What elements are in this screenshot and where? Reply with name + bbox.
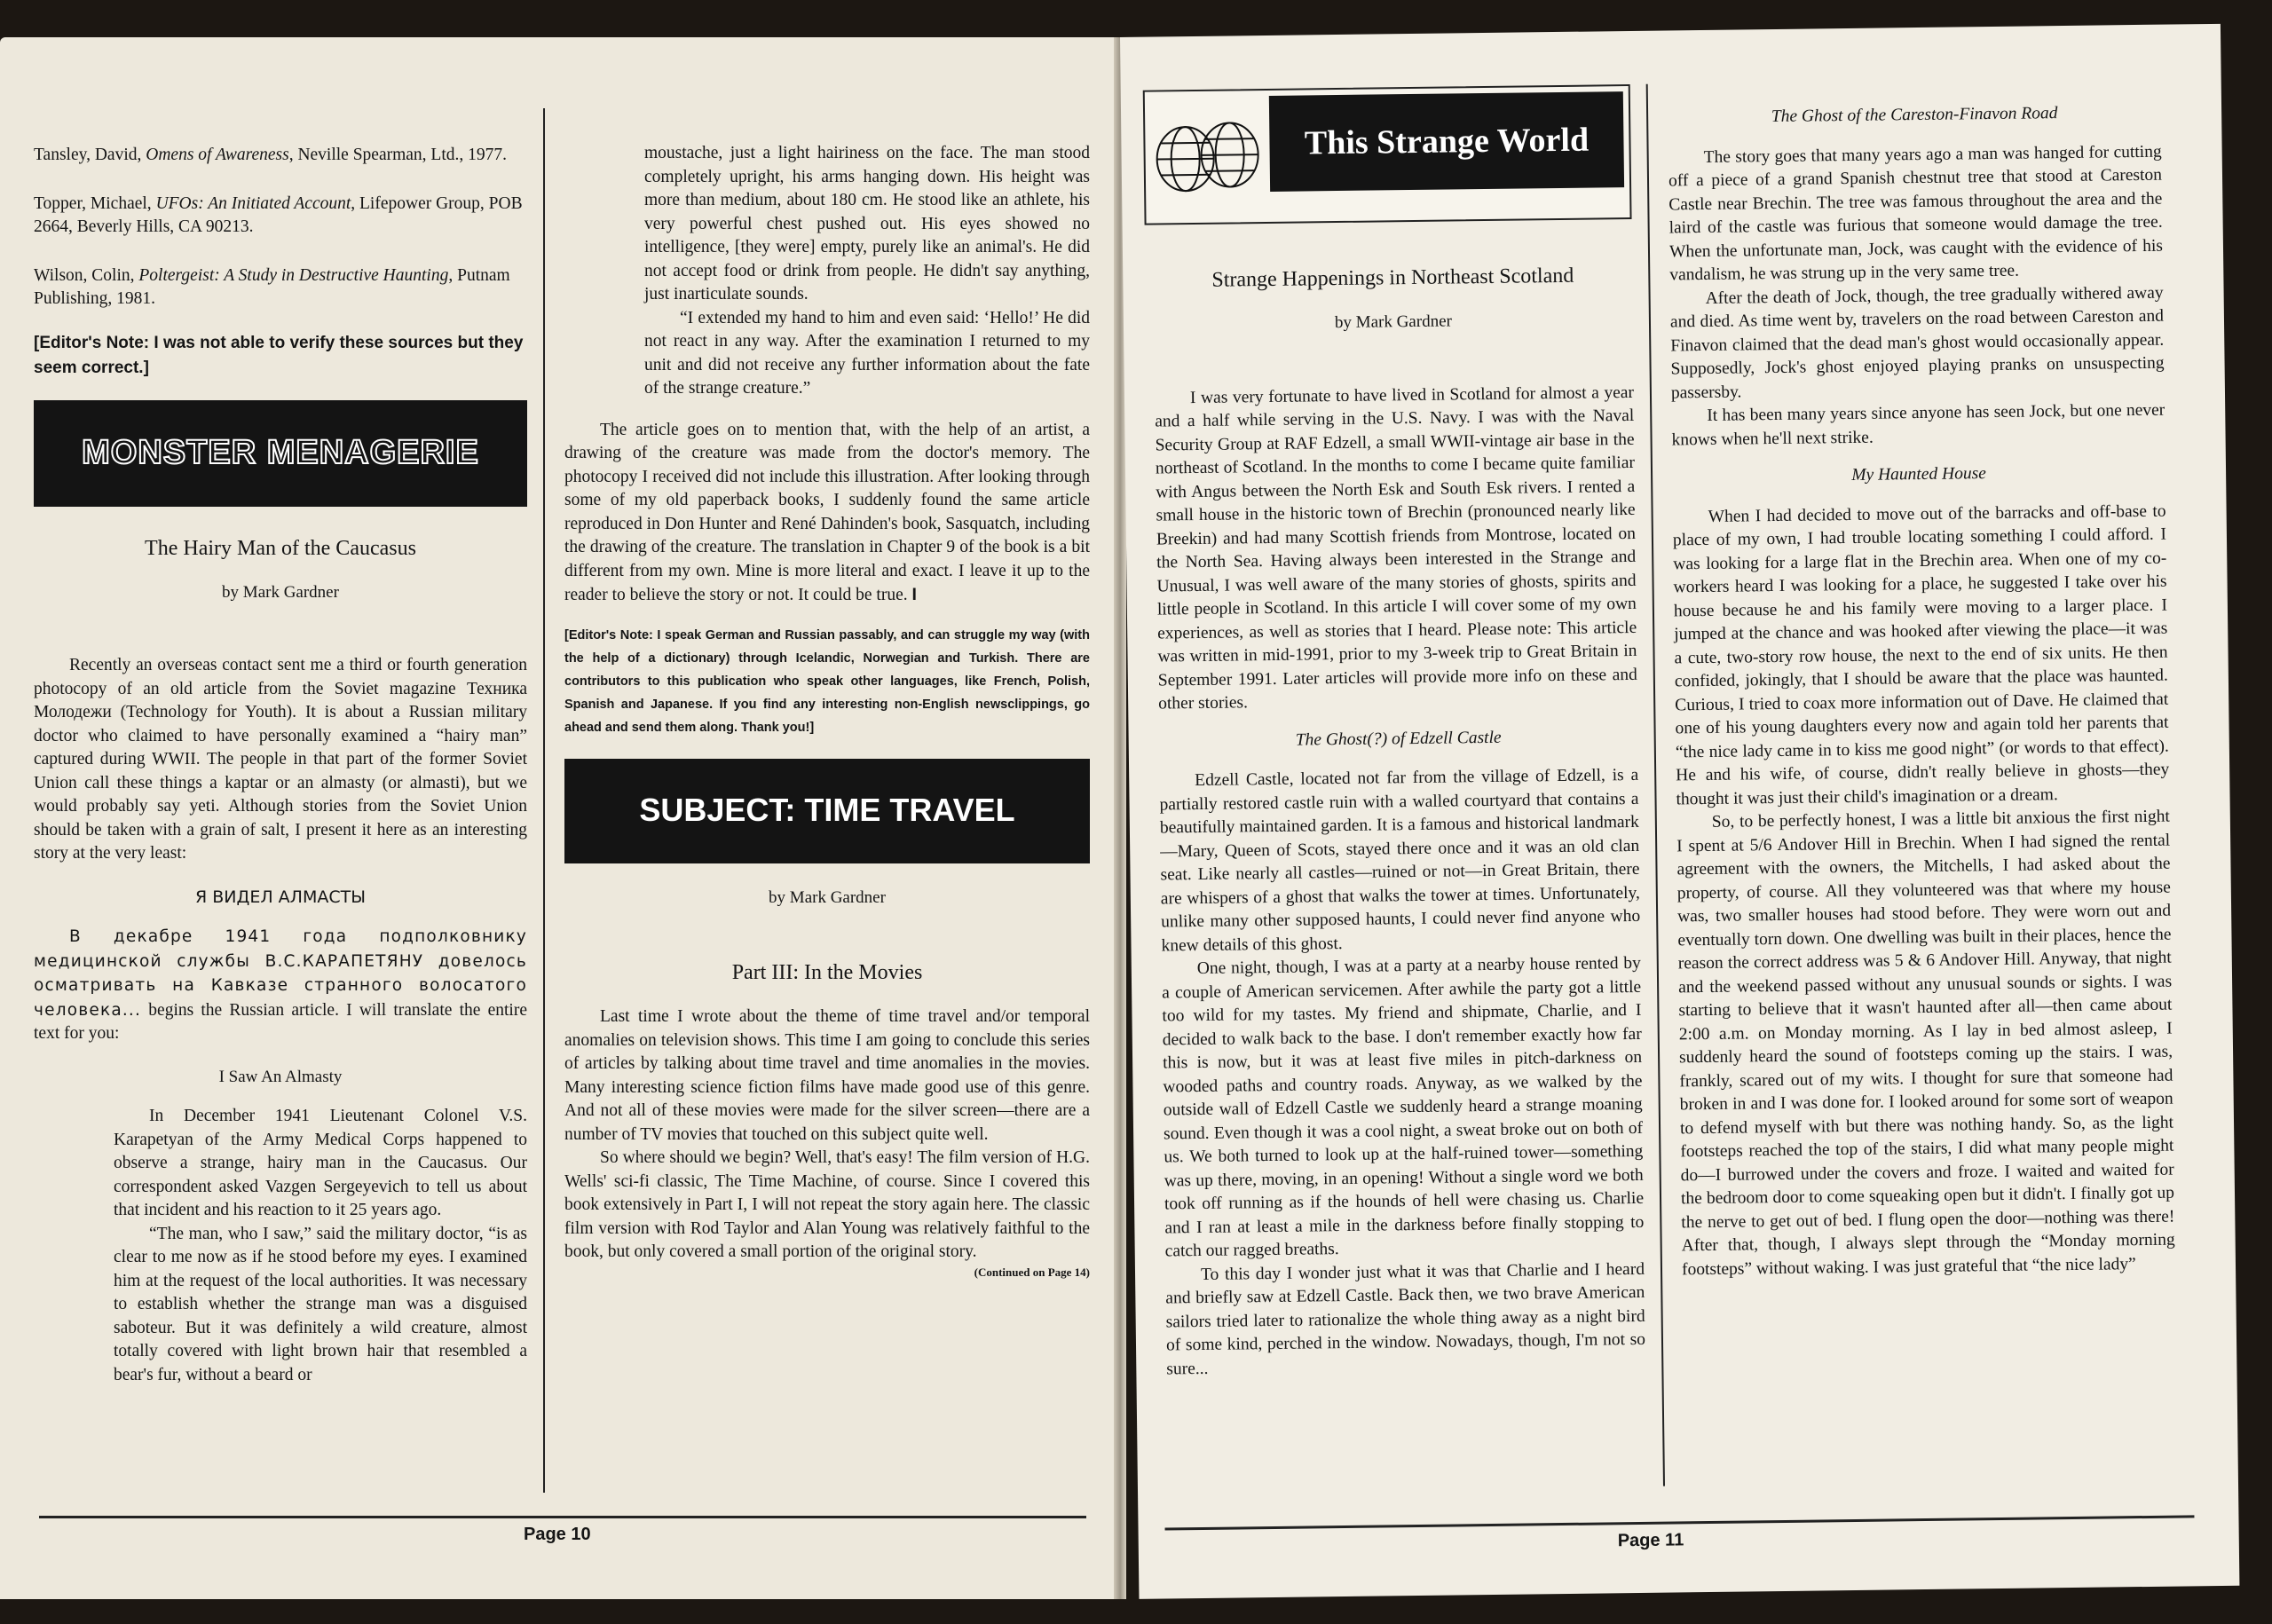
column-divider-right xyxy=(1646,84,1665,1486)
time-travel-paragraph-1: Last time I wrote about the theme of time travel and/or temporal anomalies on television shows. This time I am going to conclude this series of articles by talking about time travel and time anomalies in the movies. Many interesting science fiction films have made good use of this genre. And not all of these movies were made for the silver screen—there are a number of TV movies that touched on this subject quite well. xyxy=(564,1007,1090,1144)
translated-quote xyxy=(34,1105,527,1387)
careston-paragraph-1: The story goes that many years ago a man was hanged for cutting off a piece of a grand Spanish chestnut tree that stood at Careston Castle near Brechin. The tree was famous throughout the area and the laird of the castle was furious that someone would damage the tree. When the unfortunate man, Jock, was caught with the evidence of his vandalism, he was strung up in the very same tree. xyxy=(1668,142,2164,285)
editor-note-languages: [Editor's Note: I speak German and Russian passably, and can struggle my way (with the help of a dictionary) through Icelandic, Norwegian and Turkish. There are contributors to this publication who speak other languages, like French, Polish, Spanish and Japanese. If you find any interesting non-English newsclippings, go ahead and send them along. Thank you!] xyxy=(564,627,1090,735)
scotland-paragraph-1: I was very fortunate to have lived in Scotland for almost a year and a half while serving in the U.S. Navy. I was with the Naval Security Group at RAF Edzell, a small WWII-vintage air base in the northeast of Scotland. In the months to come I became quite familiar with Angus between the North Esk and South Esk rivers. I rented a small house in the historic town of Brechin (pronounced nearly like Breekin) and had many Scottish friends from Montrose, located on the North Sea. Having always been interested in the Strange and Unusual, I was well aware of the many stories of ghosts, spirits and little people in Scotland. In this article I will cover some of my own experiences, as well as stories that I heard. Please note: This article was written in mid-1991, prior to my 3-week trip to Great Britain in September 1991. Later articles will provide more info on these and other stories. xyxy=(1155,382,1637,713)
quote-paragraph-1: In December 1941 Lieutenant Colonel V.S. Karapetyan of the Army Medical Corps happened to observe a strange, hairy man in the Caucasus. Our correspondent asked Vazgen Sergeyevich to tell us about that incident and his reaction to it 25 years ago. xyxy=(114,1107,527,1219)
edzell-heading: The Ghost(?) of Edzell Castle xyxy=(1295,728,1502,750)
right-column-1 xyxy=(1153,233,1646,1382)
part-heading: Part III: In the Movies xyxy=(731,961,923,984)
editor-note-sources: [Editor's Note: I was not able to verify these sources but they seem correct.] xyxy=(34,333,524,377)
intro-paragraph: Recently an overseas contact sent me a third or fourth generation photocopy of an old article from the Soviet magazine Техника Молодежи (Technology for Youth). It is about a Russian military doctor who claimed to have personally examined a “hairy man” captured during WWII. The people in that part of the former Soviet Union call these things a kaptar or an almasty (or almasti), but we would probably say yeti. Although stories from the Soviet Union should be taken with a grain of salt, I present it here as an interesting story at the very least: xyxy=(34,656,527,863)
footer-rule-left xyxy=(39,1516,1086,1518)
page-11 xyxy=(1120,24,2239,1599)
page-number-10: Page 10 xyxy=(524,1525,591,1544)
right-column-2 xyxy=(1668,87,2175,1282)
time-travel-banner: SUBJECT: TIME TRAVEL xyxy=(564,759,1090,863)
quote-paragraph-3: “I extended my hand to him and even said: ‘Hello!’ He did not react in any way. After the examination I returned to my unit and did not receive any further information about the fate of the strange creature.” xyxy=(644,308,1090,398)
continued-note: (Continued on Page 14) xyxy=(974,1265,1090,1279)
end-mark: I xyxy=(911,585,917,604)
quote-paragraph-2: “The man, who I saw,” said the military doctor, “is as clear to me now as if he stood before my eyes. I examined him at the request of the local authorities. It was necessary to establish whether the strange man was a disguised saboteur. But it was definitely a wild creature, almost totally covered with light brown hair that resembled a bear's fur, without a beard or xyxy=(114,1224,527,1384)
globe-logo-icon xyxy=(1145,91,1271,224)
edzell-paragraph-1: Edzell Castle, located not far from the village of Edzell, is a partially restored castle ruin with a walled courtyard that contains a beautifully maintained garden. It is a famous and historical landmark—Mary, Queen of Scots, stayed there once and it was an old clan seat. Like nearly all castles—ruined or not—in Great Britain, there are whispers of a ghost that walks the tower at times. Unfortunately, unlike many other supposed haunts, I could never find anyone who knew details of this ghost. xyxy=(1159,765,1641,956)
column-divider-left xyxy=(543,108,545,1493)
quote-continuation xyxy=(564,142,1090,401)
article-title-scotland: Strange Happenings in Northeast Scotland xyxy=(1211,264,1574,292)
careston-paragraph-2: After the death of Jock, though, the tree gradually withered away and died. As time went by, travelers on the road between Careston and Finavon claimed that the dead man's ghost would occasionally appear. Supposedly, Jock's ghost enjoyed playing pranks on unsuspecting passersby. xyxy=(1669,283,2165,402)
reference-wilson: Wilson, Colin, Poltergeist: A Study in Destructive Haunting, Putnam Publishing, 1981. xyxy=(34,265,510,308)
edzell-paragraph-3: To this day I wonder just what it was that Charlie and I heard and briefly saw at Edzell Castle. Back then, we two brave American sailors tried later to rationalize the whole thing away as a night bird of some kind, perched in the window. Nowadays, though, I'm not so sure... xyxy=(1165,1259,1646,1378)
quote-continued: moustache, just a light hairiness on the face. The man stood completely upright, his arms hanging down. His height was more than medium, about 180 cm. He stood like an athlete, his very powerful chest pushed out. His eyes showed no intelligence, [they were] empty, purely like an animal's. He did not accept food or drink from people. He didn't say anything, just inarticulate sounds. xyxy=(644,144,1090,304)
byline-hairy-man: by Mark Gardner xyxy=(222,582,339,602)
article-title-hairy-man: The Hairy Man of the Caucasus xyxy=(145,536,416,560)
left-column-2 xyxy=(564,142,1090,1284)
quote-heading: I Saw An Almasty xyxy=(218,1067,343,1086)
haunted-house-paragraph-2: So, to be perfectly honest, I was a little bit anxious the first night I spent at 5/6 Andover Hill in Brechin. When I had signed the rental agreement with the owners, the Mitchells, I had asked about the property, of course. All they volunteered was that where my house was, two smaller houses had stood before. They were worn out and eventually torn down. One dwelling was built in their places, hence the reason the correct address was 5 & 6 Andover Hill. Anyway, that night and the weekend passed without any unusual sounds or sights. I was starting to believe that it wasn't haunted after all—then came about 2:00 a.m. on Monday morning. As I lay in bed almost asleep, I suddenly heard the sound of footsteps coming up the stairs. I was, frankly, scared out of my wits. I thought for sure that someone had broken in and I was done for. I looked around for some sort of weapon to defend myself with but there was nothing handy. So, as the light footsteps reached the top of the stairs, I did what many people might do—I burrowed under the covers and froze. I waited and waited for the bedroom door to come squeaking open but it didn't. I finally got up the nerve to get out of bed. I flung open the door—nothing was there! After that, though, I always slept through the “Monday morning footsteps” without waking. I was just grateful that “the nice lady” xyxy=(1676,807,2175,1279)
reference-tansley: Tansley, David, Omens of Awareness, Neville Spearman, Ltd., 1977. xyxy=(34,146,508,164)
left-column-1 xyxy=(34,144,527,1387)
russian-heading: Я ВИДЕЛ АЛМАСТЫ xyxy=(195,887,366,907)
monster-menagerie-banner: MONSTER MENAGERIE xyxy=(34,400,527,507)
this-strange-world-banner xyxy=(1143,84,1632,225)
page-10 xyxy=(0,37,1120,1599)
page-number-11: Page 11 xyxy=(1617,1530,1684,1551)
byline-scotland: by Mark Gardner xyxy=(1334,311,1453,333)
byline-time-travel: by Mark Gardner xyxy=(769,887,886,907)
haunted-house-heading: My Haunted House xyxy=(1851,464,1987,485)
time-travel-paragraph-2: So where should we begin? Well, that's easy! The film version of H.G. Wells' sci-fi classic, The Time Machine, of course. Since I covered this book extensively in Part I, I will not repeat the story again here. The classic film version with Rod Taylor and Alan Young was relatively faithful to the book, but only covered a small portion of the original story. xyxy=(564,1148,1090,1261)
footer-rule-right xyxy=(1165,1515,2195,1530)
strange-world-title: This Strange World xyxy=(1269,91,1624,192)
haunted-house-paragraph-1: When I had decided to move out of the barracks and off-base to place of my own, I had trouble locating something I could afford. I was looking for a large flat in the Brechin area. When one of my co-workers heard I was looking for a place, he suggested I take over his house because he and his family were moving to a larger place. I jumped at the chance and was hooked after viewing the place—it was a cute, two-story row house, the next to the end of six units. He then confided, jokingly, that I should be aware that the place was haunted. Curious, I tried to coax more information out of Dave. He claimed that one of his young daughters every now and again told her parents that “the nice lady came in to kiss me good night” (or words to that effect). He and his wife, of course, didn't really believe in ghosts—they thought it was just their child's imagination or a dream. xyxy=(1672,501,2170,808)
russian-excerpt: В декабре 1941 года подполковнику медицинской службы В.С.КАРАПЕТЯНУ довелось осматривать на Кавказе странного волосатого человека... begins the Russian article. I will translate the entire text for you: xyxy=(34,927,527,1043)
reference-topper: Topper, Michael, UFOs: An Initiated Account, Lifepower Group, POB 2664, Beverly Hills, CA 90213. xyxy=(34,193,523,236)
edzell-paragraph-2: One night, though, I was at a party at a nearby house rented by a couple of American servicemen. After awhile the party got a little too wild for my tastes. My friend and shipmate, Charlie, and I decided to walk back to the base. I don't remember exactly how far this is now, but it was at least five miles in pitch-darkness on wooded paths and country roads. Anyway, as we walked by the outside wall of Edzell Castle we suddenly heard a strange moaning sound. Even though it was a cool night, a sweat broke out on both of us. We both turned to look up at the half-ruined tower—something was up there, moving, in an opening! Without a single word we both took off running as if the hounds of hell were chasing us. Charlie and I ran at least a mile in the darkness before finally stopping to catch our ragged breaths. xyxy=(1162,953,1645,1261)
careston-heading: The Ghost of the Careston-Finavon Road xyxy=(1771,104,2058,127)
careston-paragraph-3: It has been many years since anyone has seen Jock, but one never knows when he'll next strike. xyxy=(1671,400,2166,449)
article-paragraph: The article goes on to mention that, with the help of an artist, a drawing of the creature was made from the doctor's memory. The photocopy I received did not include this illustration. After looking through some of my old paperback books, I suddenly found the same article reproduced in Don Hunter and René Dahinden's book, Sasquatch, including the drawing of the creature. The translation in Chapter 9 of the book is a bit different from my own. Mine is more literal and exact. I leave it up to the reader to believe the story or not. It could be true. I xyxy=(564,420,1090,604)
